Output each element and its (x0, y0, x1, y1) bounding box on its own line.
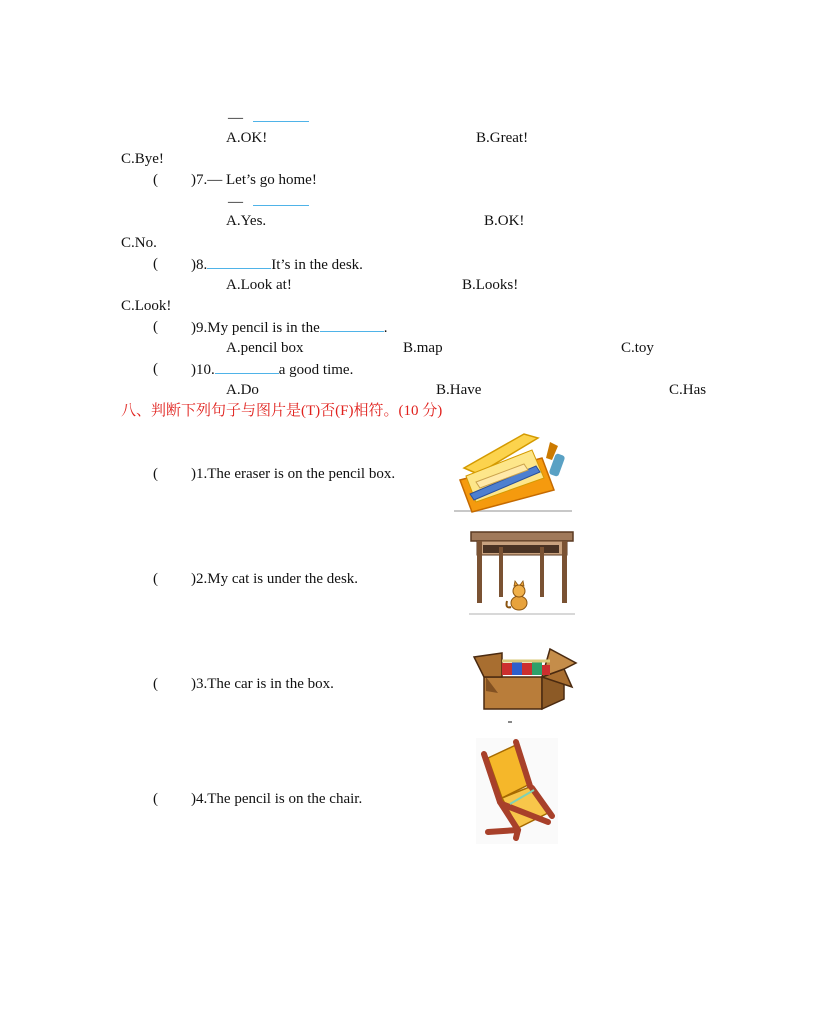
q7-option-c: C.No. (121, 235, 157, 251)
q7-blank[interactable] (253, 192, 309, 206)
q6-answer-line (228, 108, 309, 127)
q8-number: )8. (191, 257, 208, 273)
tf4-sentence: )4.The pencil is on the chair. (191, 791, 363, 807)
chair-icon (476, 738, 558, 844)
q6-option-c: C.Bye! (121, 151, 164, 167)
q7-option-a: A.Yes. (226, 213, 267, 229)
q6-option-b: B.Great! (476, 130, 529, 146)
q8-option-b: B.Looks! (462, 277, 519, 293)
q7-option-b: B.OK! (484, 213, 525, 229)
q8-blank[interactable] (207, 255, 271, 269)
box-with-cars-icon (472, 641, 578, 723)
desk-with-cat-icon (469, 529, 575, 615)
tf4-paren[interactable]: ( (153, 791, 158, 807)
q9-stem (191, 318, 387, 337)
q7-paren[interactable]: ( (153, 172, 158, 188)
q10-stem (191, 360, 353, 379)
q10-number: )10. (191, 362, 215, 378)
tf1-sentence: )1.The eraser is on the pencil box. (191, 466, 396, 482)
tf3-sentence: )3.The car is in the box. (191, 676, 334, 692)
q8-option-c: C.Look! (121, 298, 172, 314)
q7-stem: )7.— Let’s go home! (191, 172, 317, 188)
q10-blank[interactable] (215, 360, 279, 374)
q10-tail: a good time. (278, 362, 354, 378)
q7-answer-line (228, 192, 309, 211)
tf2-paren[interactable]: ( (153, 571, 158, 587)
q6-blank[interactable] (253, 108, 309, 122)
pencil-box-icon (454, 428, 572, 514)
q10-option-b: B.Have (436, 382, 482, 398)
tf3-paren[interactable]: ( (153, 676, 158, 692)
q9-option-c: C.toy (621, 340, 654, 356)
q8-tail: It’s in the desk. (271, 257, 363, 273)
q9-head: )9.My pencil is in the (191, 320, 320, 336)
q10-paren[interactable]: ( (153, 361, 158, 377)
q8-stem (191, 255, 363, 274)
q8-option-a: A.Look at! (226, 277, 292, 293)
tf1-paren[interactable]: ( (153, 466, 158, 482)
q7-dash: — (228, 194, 243, 210)
tf2-sentence: )2.My cat is under the desk. (191, 571, 359, 587)
q6-option-a: A.OK! (226, 130, 268, 146)
q6-dash: — (228, 110, 243, 126)
q9-blank[interactable] (320, 318, 384, 332)
q9-tail: . (383, 320, 388, 336)
q8-paren[interactable]: ( (153, 256, 158, 272)
section-title: 八、判断下列句子与图片是(T)否(F)相符。(10 分) (121, 403, 443, 419)
q9-option-b: B.map (403, 340, 443, 356)
q9-paren[interactable]: ( (153, 319, 158, 335)
q10-option-c: C.Has (669, 382, 707, 398)
q9-option-a: A.pencil box (226, 340, 304, 356)
q10-option-a: A.Do (226, 382, 259, 398)
